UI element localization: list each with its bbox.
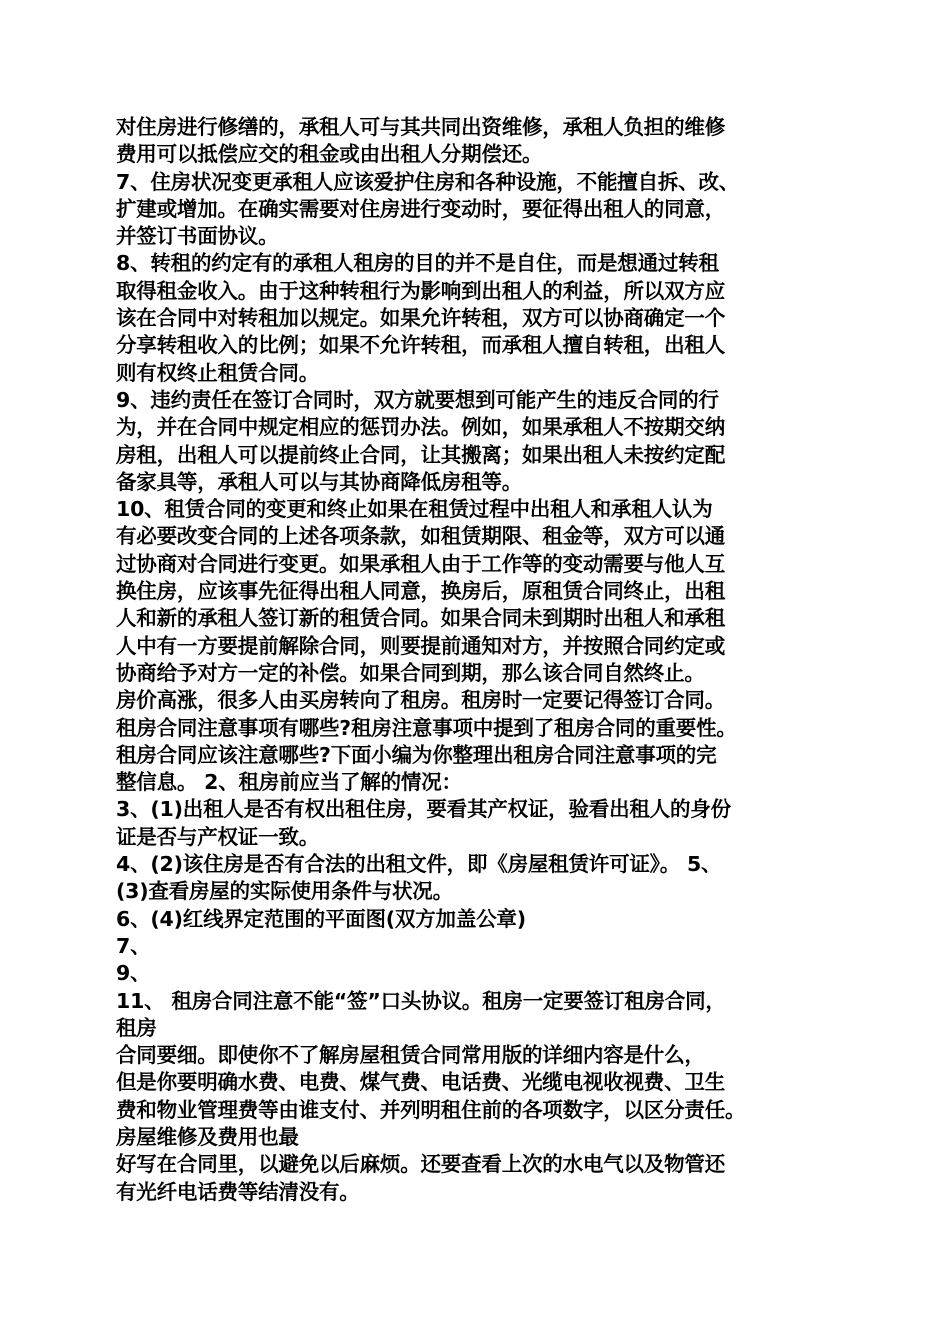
text-line: 扩建或增加。在确实需要对住房进行变动时，要征得出租人的同意， [116,196,725,221]
text-line: 分享转租收入的比例；如果不允许转租，而承租人擅自转租，出租人 [116,333,725,358]
text-line: 租房合同应该注意哪些?下面小编为你整理出租房合同注意事项的完 [116,742,717,767]
text-line: 租房 [116,1015,157,1040]
text-line: 费和物业管理费等由谁支付、并列明租住前的各项数字，以区分责任。 [116,1097,746,1122]
text-line: 房价高涨，很多人由买房转向了租房。租房时一定要记得签订合同。 [116,688,725,713]
text-line: 协商给予对方一定的补偿。如果合同到期，那么该合同自然终止。 [116,660,705,685]
text-line: 9、 [116,961,151,986]
text-line: 取得租金收入。由于这种转租行为影响到出租人的利益，所以双方应 [116,278,725,303]
text-line: 换住房，应该事先征得出租人同意，换房后，原租赁合同终止，出租 [116,579,725,604]
text-line: 人和新的承租人签订新的租赁合同。如果合同未到期时出租人和承租 [116,606,725,631]
text-line: 6、(4)红线界定范围的平面图(双方加盖公章) [116,906,526,931]
text-line: 但是你要明确水费、电费、煤气费、电话费、光缆电视收视费、卫生 [116,1070,725,1095]
text-line: 整信息。 2、租房前应当了解的情况： [116,770,462,795]
text-line: 8、转租的约定有的承租人租房的目的并不是自住，而是想通过转租 [116,251,719,276]
text-line: 证是否与产权证一致。 [116,824,319,849]
text-line: 并签订书面协议。 [116,224,279,249]
text-line: 人中有一方要提前解除合同，则要提前通知对方，并按照合同约定或 [116,633,725,658]
text-line: 有必要改变合同的上述各项条款，如租赁期限、租金等，双方可以通 [116,524,725,549]
text-line: 对住房进行修缮的，承租人可与其共同出资维修，承租人负担的维修 [116,115,725,139]
document-body [116,114,846,1206]
text-line: 有光纤电话费等结清没有。 [116,1179,360,1204]
text-line: 备家具等，承租人可以与其协商降低房租等。 [116,469,522,494]
text-line: 则有权终止租赁合同。 [116,360,319,385]
text-line: 7、 [116,933,151,958]
text-line: 该在合同中对转租加以规定。如果允许转租，双方可以协商确定一个 [116,306,725,331]
text-line: 4、(2)该住房是否有合法的出租文件，即《房屋租赁许可证》。 5、 [116,852,722,877]
text-line: 11、 租房合同注意不能“签”口头协议。租房一定要签订租房合同， [116,988,726,1013]
text-line: 3、(1)出租人是否有权出租住房，要看其产权证，验看出租人的身份 [116,797,731,822]
text-line: 10、租赁合同的变更和终止如果在租赁过程中出租人和承租人认为 [116,497,713,522]
text-line: 7、住房状况变更承租人应该爱护住房和各种设施，不能擅自拆、改、 [116,169,740,194]
text-line: (3)查看房屋的实际使用条件与状况。 [116,879,453,904]
text-line: 9、违约责任在签订合同时，双方就要想到可能产生的违反合同的行 [116,387,719,412]
text-line: 租房合同注意事项有哪些?租房注意事项中提到了租房合同的重要性。 [116,715,737,740]
text-line: 合同要细。即使你不了解房屋租赁合同常用版的详细内容是什么， [116,1043,705,1068]
text-line: 为，并在合同中规定相应的惩罚办法。例如，如果承租人不按期交纳 [116,415,725,440]
text-line: 好写在合同里，以避免以后麻烦。还要查看上次的水电气以及物管还 [116,1152,725,1177]
text-line: 过协商对合同进行变更。如果承租人由于工作等的变动需要与他人互 [116,551,725,576]
text-line: 房屋维修及费用也最 [116,1124,299,1149]
text-line: 房租，出租人可以提前终止合同，让其搬离；如果出租人未按约定配 [116,442,725,467]
text-line: 费用可以抵偿应交的租金或由出租人分期偿还。 [116,142,543,167]
